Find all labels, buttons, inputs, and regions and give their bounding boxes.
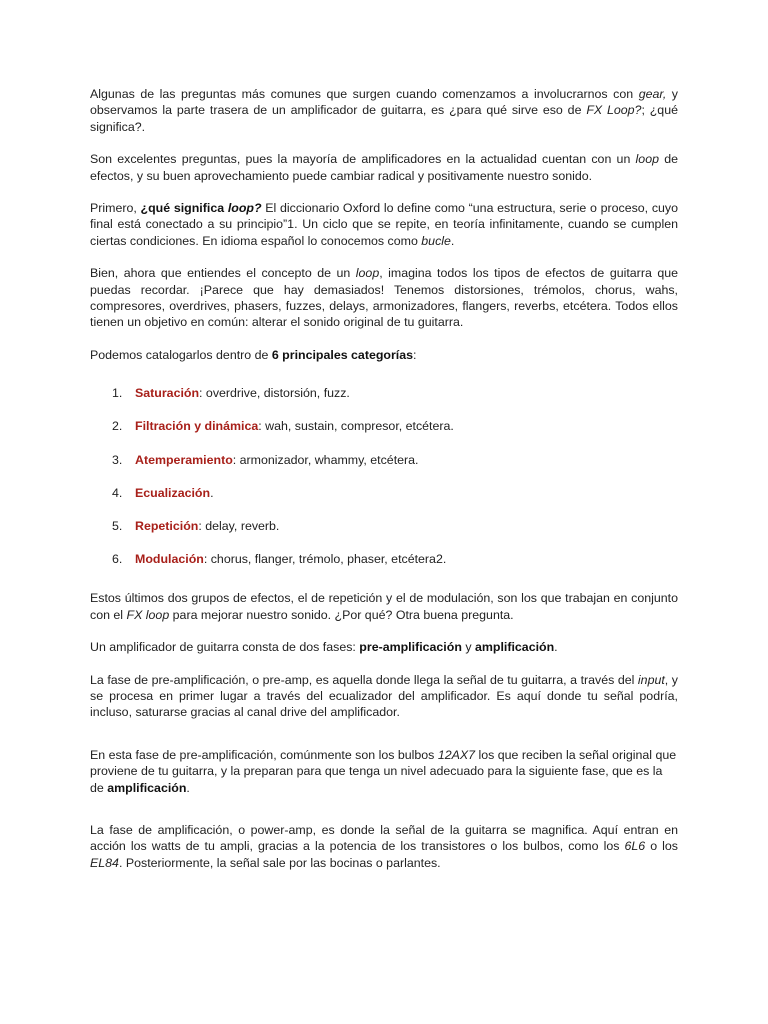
phase-preamp: pre-amplificación xyxy=(359,640,462,655)
category-desc: : delay, reverb. xyxy=(198,519,280,534)
term-bucle: bucle xyxy=(421,233,451,248)
category-name: Filtración y dinámica xyxy=(135,419,259,434)
question-bold: ¿qué significa loop? xyxy=(140,201,262,216)
category-name: Modulación xyxy=(135,552,204,567)
term-12ax7: 12AX7 xyxy=(437,747,476,762)
term-loop-2: loop xyxy=(355,266,380,281)
paragraph-questions: Son excelentes preguntas, pues la mayoría de amplificadores en la actualidad cuentan con un loop de efectos, y su buen aprovechamiento puede cambiar radical y positivamente nuestro sonido. xyxy=(90,152,678,183)
phase-amp: amplificación xyxy=(474,640,555,655)
term-el84: EL84 xyxy=(90,855,119,870)
term-fx-loop: FX Loop? xyxy=(586,103,642,118)
phase-amp-2: amplificación xyxy=(107,780,187,795)
list-item: 1. Saturación: overdrive, distorsión, fuzz. xyxy=(112,386,350,401)
category-desc: : armonizador, whammy, etcétera. xyxy=(232,452,419,467)
paragraph-tubes: En esta fase de pre-amplificación, comúnmente son los bulbos 12AX7 los que reciben la señal original que proviene de tu guitarra, y la preparan para que tenga un nivel adecuado para la siguiente fase, que es la de amplificación. xyxy=(90,747,677,795)
category-name: Repetición xyxy=(135,519,199,534)
category-desc: : wah, sustain, compresor, etcétera. xyxy=(258,419,454,434)
paragraph-preamp: La fase de pre-amplificación, o pre-amp, es aquella donde llega la señal de tu guitarra, a través del input, y se procesa en primer lugar a través del ecualizador del amplificador. Es aquí donde tu señal podría, incluso, saturarse gracias al canal drive del amplificador. xyxy=(90,672,678,720)
term-6l6: 6L6 xyxy=(624,839,646,854)
category-name: Saturación xyxy=(135,386,200,401)
list-item: 6. Modulación: chorus, flanger, trémolo, phaser, etcétera2. xyxy=(112,552,447,567)
document-body xyxy=(90,86,678,887)
list-item: 4. Ecualización. xyxy=(112,485,214,500)
list-item: 2. Filtración y dinámica: wah, sustain, compresor, etcétera. xyxy=(112,419,454,434)
categories-bold: 6 principales categorías xyxy=(271,347,414,362)
paragraph-definition: Primero, ¿qué significa loop? El diccionario Oxford lo define como “una estructura, serie o proceso, cuyo final está conectado a su principio”1. Un ciclo que se repite, en teoría infinitamente, cuando se cumplen ciertas condiciones. En idioma español lo conocemos como bucle. xyxy=(90,201,678,248)
category-desc: . xyxy=(210,485,214,500)
category-desc: : chorus, flanger, trémolo, phaser, etcétera2. xyxy=(203,552,447,567)
paragraph-categories-intro: Podemos catalogarlos dentro de 6 principales categorías: xyxy=(90,347,417,362)
term-fx-loop-2: FX loop xyxy=(126,607,170,622)
category-name: Atemperamiento xyxy=(135,452,233,467)
paragraph-fx-loop: Estos últimos dos grupos de efectos, el de repetición y el de modulación, son los que trabajan en conjunto con el FX loop para mejorar nuestro sonido. ¿Por qué? Otra buena pregunta. xyxy=(90,591,678,622)
paragraph-effects: Bien, ahora que entiendes el concepto de un loop, imagina todos los tipos de efectos de guitarra que puedas recordar. ¡Parece que hay demasiados! Tenemos distorsiones, trémolos, chorus, wahs, compresores, overdrives, phasers, fuzzes, delays, armonizadores, flangers, reverbs, etcétera. Todos ellos tienen un objetivo en común: alterar el sonido original de tu guitarra. xyxy=(90,266,678,330)
term-loop: loop xyxy=(635,152,659,167)
list-item: 3. Atemperamiento: armonizador, whammy, etcétera. xyxy=(112,452,419,467)
paragraph-phases: Un amplificador de guitarra consta de dos fases: pre-amplificación y amplificación. xyxy=(90,640,558,655)
category-desc: : overdrive, distorsión, fuzz. xyxy=(199,386,350,401)
paragraph-intro: Algunas de las preguntas más comunes que surgen cuando comenzamos a involucrarnos con gear, y observamos la parte trasera de un amplificador de guitarra, es ¿para qué sirve eso de FX Loop?; ¿qué significa?. xyxy=(90,87,679,134)
category-name: Ecualización xyxy=(135,485,211,500)
term-input: input xyxy=(637,672,665,687)
term-gear: gear, xyxy=(638,87,667,101)
categories-list xyxy=(90,385,678,567)
list-item: 5. Repetición: delay, reverb. xyxy=(112,519,280,534)
paragraph-power-amp: La fase de amplificación, o power-amp, es donde la señal de la guitarra se magnifica. Aquí entran en acción los watts de tu ampli, gracias a la potencia de los transistores o los bulbos, como los 6L6 o los EL84. Posteriormente, la señal sale por las bocinas o parlantes. xyxy=(90,823,678,870)
